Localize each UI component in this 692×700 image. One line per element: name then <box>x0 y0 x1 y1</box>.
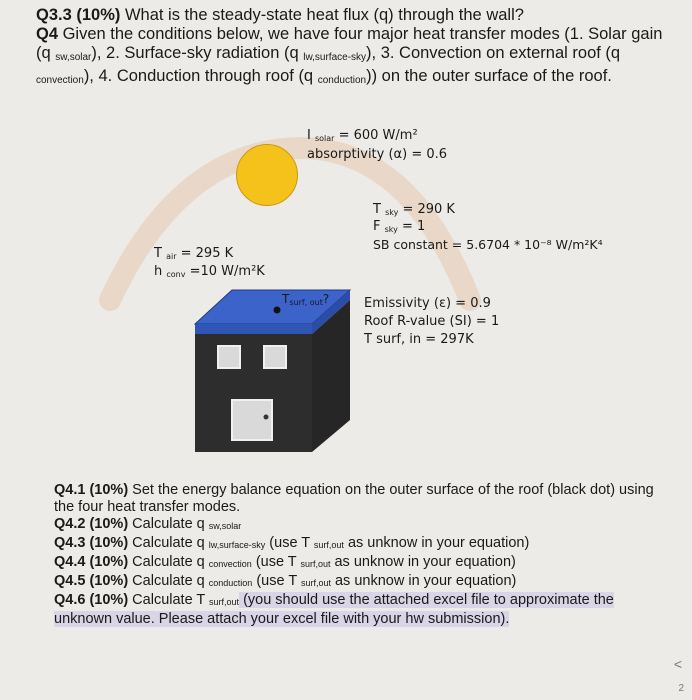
i-solar-sub: solar <box>314 134 335 143</box>
q43-sub: lw,surface-sky <box>208 540 266 550</box>
q4-sub-2: lw,surface-sky <box>303 52 367 63</box>
t-surf-out-sub: surf, out <box>289 298 323 307</box>
i-solar-pre: I <box>307 128 315 143</box>
window-left <box>218 346 240 368</box>
roof-front-face <box>195 324 312 334</box>
question-4 <box>36 25 676 90</box>
q46-sub: surf,out <box>209 597 240 607</box>
q4-tag: Q4 <box>36 25 59 43</box>
q45-rest-b: as unknow in your equation) <box>330 573 517 589</box>
h-conv-sub: conv <box>166 270 186 279</box>
h-conv-label <box>154 264 265 282</box>
sub-questions <box>54 482 654 628</box>
q33-text: What is the steady-state heat flux (q) through the wall? <box>120 6 524 24</box>
roof-diagram <box>0 118 692 458</box>
q45-rest-sub: surf,out <box>300 578 331 588</box>
q46-rest: (you should use the attached excel file to approximate the unknown value. Please attach your excel file with your hw submission). <box>54 592 614 627</box>
t-air-val: = 295 K <box>176 246 234 261</box>
t-air-sub: air <box>166 252 177 261</box>
question-4-3 <box>54 535 654 554</box>
q44-rest-sub: surf,out <box>300 559 331 569</box>
t-surf-out-q: ? <box>322 292 330 306</box>
q44-sub: convection <box>208 559 252 569</box>
question-4-6 <box>54 592 654 628</box>
h-conv-pre: h <box>154 264 167 279</box>
question-3-3 <box>36 6 676 25</box>
question-4-4 <box>54 554 654 573</box>
q43-rest-b: as unknow in your equation) <box>343 535 530 551</box>
h-conv-val: =10 W/m²K <box>185 264 265 279</box>
q4-text-a: Given the conditions below, we have four major heat transfer modes (1. Solar gain (q <box>36 25 663 62</box>
t-sky-sub: sky <box>385 208 399 217</box>
window-right <box>264 346 286 368</box>
q44-rest-a: (use T <box>251 554 301 570</box>
q44-text: Calculate q <box>128 554 209 570</box>
emissivity-label: Emissivity (ε) = 0.9 <box>364 296 491 311</box>
roof-r-value-label: Roof R-value (SI) = 1 <box>364 314 500 329</box>
q44-tag: Q4.4 (10%) <box>54 554 129 570</box>
door-knob <box>264 415 269 420</box>
t-sky-val: = 290 K <box>398 202 455 217</box>
q41-text: Set the energy balance equation on the outer surface of the roof (black dot) using the four heat transfer modes. <box>54 482 654 515</box>
q45-rest-a: (use T <box>252 573 301 589</box>
q4-text-c: ), 3. Convection on external roof (q <box>366 44 621 62</box>
q4-sub-3: convection <box>36 75 84 86</box>
t-sky-label <box>373 202 455 220</box>
q42-sub: sw,solar <box>208 521 242 531</box>
question-4-2 <box>54 516 654 535</box>
q43-tag: Q4.3 (10%) <box>54 535 129 551</box>
q33-tag: Q3.3 (10%) <box>36 6 121 24</box>
sb-constant-label: SB constant = 5.6704 * 10⁻⁸ W/m²K⁴ <box>373 237 603 252</box>
page-number: 2 <box>678 683 684 694</box>
q42-tag: Q4.2 (10%) <box>54 516 129 532</box>
q46-tag: Q4.6 (10%) <box>54 592 129 608</box>
q44-rest-b: as unknow in your equation) <box>330 554 516 570</box>
q4-text-b: ), 2. Surface-sky radiation (q <box>91 44 304 62</box>
f-sky-pre: F <box>373 219 385 234</box>
f-sky-sub: sky <box>384 225 398 234</box>
problem-intro <box>36 6 676 90</box>
t-sky-pre: T <box>373 202 386 217</box>
absorptivity-label: absorptivity (α) = 0.6 <box>307 147 448 162</box>
t-air-pre: T <box>154 246 167 261</box>
q45-sub: conduction <box>208 578 253 588</box>
sun-icon <box>236 144 298 206</box>
q4-sub-4: conduction <box>317 75 367 86</box>
q41-tag: Q4.1 (10%) <box>54 482 129 498</box>
question-4-1 <box>54 482 654 516</box>
q4-text-e: )) on the outer surface of the roof. <box>366 67 612 85</box>
q45-text: Calculate q <box>128 573 209 589</box>
t-air-label <box>154 246 233 264</box>
f-sky-label <box>373 219 425 237</box>
q43-text: Calculate q <box>128 535 209 551</box>
door <box>232 400 272 440</box>
q45-tag: Q4.5 (10%) <box>54 573 129 589</box>
q4-text-d: ), 4. Conduction through roof (q <box>83 67 318 85</box>
q43-rest-a: (use T <box>265 535 314 551</box>
i-solar-val: = 600 W/m² <box>334 128 418 143</box>
t-surf-out-label <box>282 292 329 310</box>
q46-text: Calculate T <box>128 592 210 608</box>
t-surf-in-label: T surf, in = 297K <box>364 332 474 347</box>
surface-dot <box>274 307 281 314</box>
q4-sub-1: sw,solar <box>55 52 92 63</box>
q42-text: Calculate q <box>128 516 209 532</box>
f-sky-val: = 1 <box>397 219 426 234</box>
i-solar-label <box>307 128 418 146</box>
t-surf-out-pre: T <box>282 292 290 306</box>
question-4-5 <box>54 573 654 592</box>
q43-rest-sub: surf,out <box>313 540 344 550</box>
chevron-left-icon[interactable]: < <box>673 656 682 672</box>
